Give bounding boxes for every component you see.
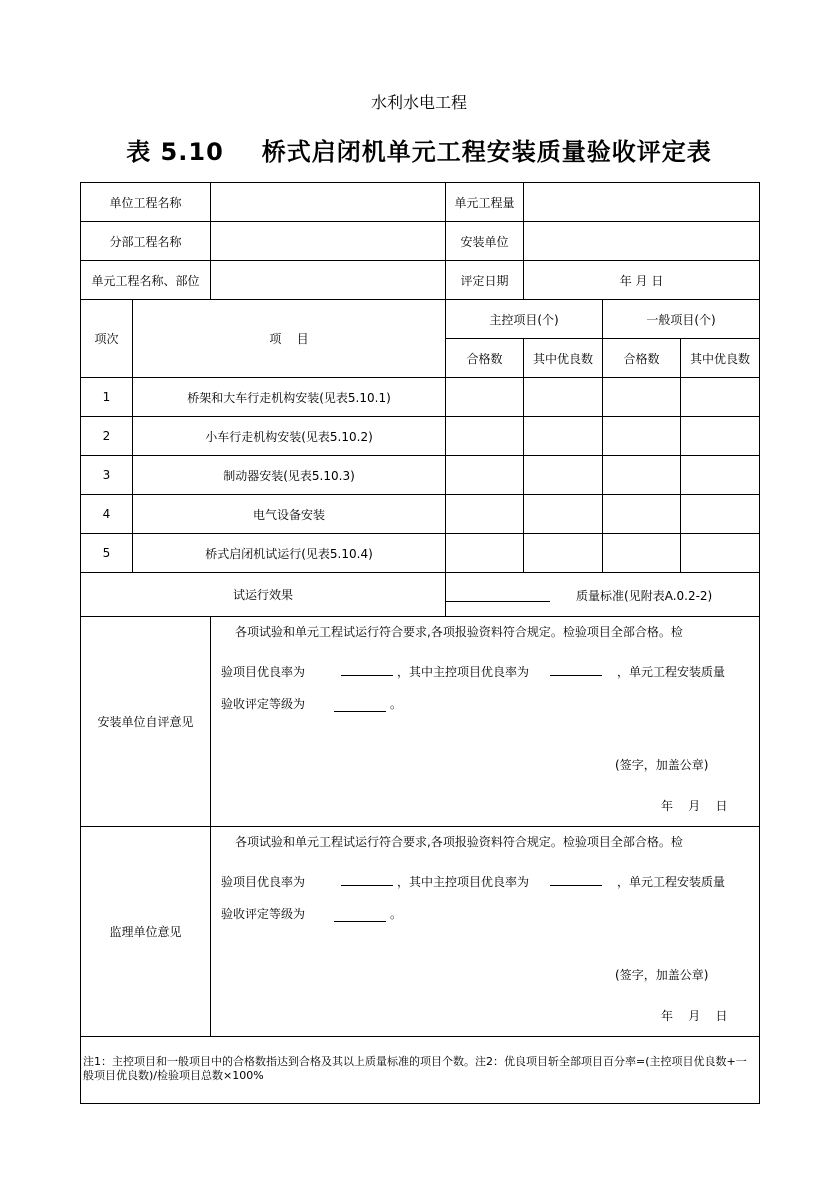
document-subtitle: 水利水电工程: [370, 93, 467, 112]
element-name-label: 单元工程名称、部位: [81, 261, 211, 300]
table-row: [81, 417, 760, 456]
sub-project-name-label: 分部工程名称: [81, 222, 211, 261]
table-row: [81, 456, 760, 495]
opinion-text: 验收评定等级为: [221, 697, 306, 711]
table-number: 表 5.10: [126, 138, 224, 166]
opinion-text: ，其中主控项目优良率为: [397, 665, 530, 679]
footnote: 注1：主控项目和一般项目中的合格数指达到合格及其以上质量标准的项目个数。注2：优良项目斩全部项目百分率=(主控项目优良数+一般项目优良数)/检验项目总数×100%: [81, 1037, 760, 1104]
evaluation-form-table: [80, 182, 760, 1104]
sign-date[interactable]: 年 月 日: [661, 799, 728, 813]
main-excellent-cell[interactable]: [524, 534, 603, 573]
signature-note: (签字，加盖公章): [615, 968, 709, 982]
main-excellent-rate-blank[interactable]: [550, 663, 602, 676]
table-row: [81, 495, 760, 534]
main-qualified-cell[interactable]: [446, 417, 524, 456]
opinion-text: 。: [390, 907, 403, 921]
trial-run-result[interactable]: [446, 573, 760, 617]
supervisor-row: [81, 827, 760, 1037]
supervisor-opinion: [211, 827, 760, 1037]
item-name: 桥式启闭机试运行(见表5.10.4): [133, 534, 446, 573]
unit-quantity-label: 单元工程量: [446, 183, 524, 222]
item-seq: 3: [81, 456, 133, 495]
quality-standard-text: 质量标准(见附表A.0.2-2): [576, 589, 713, 603]
general-qualified-cell[interactable]: [603, 378, 681, 417]
opinion-line: 各项试验和单元工程试运行符合要求,各项报验资料符合规定。检验项目全部合格。检: [235, 625, 683, 639]
main-excellent-header: 其中优良数: [524, 339, 603, 378]
document-title: [0, 132, 838, 167]
opinion-text: 验项目优良率为: [221, 665, 306, 679]
general-excellent-cell[interactable]: [681, 378, 760, 417]
eval-date-field[interactable]: 年 月 日: [524, 261, 760, 300]
opinion-text: 验收评定等级为: [221, 907, 306, 921]
info-row-unit-project: [81, 183, 760, 222]
general-qualified-cell[interactable]: [603, 534, 681, 573]
main-qualified-cell[interactable]: [446, 456, 524, 495]
signature-note: (签字，加盖公章): [615, 758, 709, 772]
general-excellent-cell[interactable]: [681, 417, 760, 456]
unit-project-name-label: 单位工程名称: [81, 183, 211, 222]
opinion-text: ，单元工程安装质量: [617, 875, 726, 889]
main-control-header: 主控项目(个): [446, 300, 603, 339]
items-header-row-1: [81, 300, 760, 339]
trial-run-row: [81, 573, 760, 617]
trial-run-label: 试运行效果: [81, 573, 446, 617]
info-row-element: [81, 261, 760, 300]
table-row: [81, 378, 760, 417]
self-eval-label: 安装单位自评意见: [81, 617, 211, 827]
main-excellent-rate-blank[interactable]: [550, 873, 602, 886]
general-header: 一般项目(个): [603, 300, 760, 339]
general-qualified-cell[interactable]: [603, 417, 681, 456]
unit-project-name-field[interactable]: [211, 183, 446, 222]
general-qualified-cell[interactable]: [603, 495, 681, 534]
element-name-field[interactable]: [211, 261, 446, 300]
opinion-text: ，单元工程安装质量: [617, 665, 726, 679]
main-excellent-cell[interactable]: [524, 456, 603, 495]
opinion-text: 。: [390, 697, 403, 711]
self-eval-row: [81, 617, 760, 827]
item-seq: 5: [81, 534, 133, 573]
info-row-sub-project: [81, 222, 760, 261]
self-eval-opinion: [211, 617, 760, 827]
unit-quantity-field[interactable]: [524, 183, 760, 222]
item-name: 制动器安装(见表5.10.3): [133, 456, 446, 495]
seq-header: 项次: [81, 300, 133, 378]
opinion-line: 各项试验和单元工程试运行符合要求,各项报验资料符合规定。检验项目全部合格。检: [235, 835, 683, 849]
item-seq: 2: [81, 417, 133, 456]
supervisor-label: 监理单位意见: [81, 827, 211, 1037]
main-excellent-cell[interactable]: [524, 417, 603, 456]
excellent-rate-blank[interactable]: [341, 663, 393, 676]
table-row: [81, 534, 760, 573]
general-excellent-header: 其中优良数: [681, 339, 760, 378]
sub-project-name-field[interactable]: [211, 222, 446, 261]
footnote-row: [81, 1037, 760, 1104]
opinion-text: 验项目优良率为: [221, 875, 306, 889]
item-seq: 1: [81, 378, 133, 417]
main-qualified-header: 合格数: [446, 339, 524, 378]
opinion-text: ，其中主控项目优良率为: [397, 875, 530, 889]
main-qualified-cell[interactable]: [446, 495, 524, 534]
install-unit-label: 安装单位: [446, 222, 524, 261]
trial-result-blank[interactable]: [446, 601, 550, 602]
general-qualified-cell[interactable]: [603, 456, 681, 495]
table-title: 桥式启闭机单元工程安装质量验收评定表: [261, 138, 712, 166]
opinion-grade-line: [221, 695, 402, 712]
item-header: 项 目: [133, 300, 446, 378]
main-excellent-cell[interactable]: [524, 378, 603, 417]
sign-date[interactable]: 年 月 日: [661, 1009, 728, 1023]
eval-date-label: 评定日期: [446, 261, 524, 300]
grade-blank[interactable]: [334, 699, 386, 712]
general-excellent-cell[interactable]: [681, 534, 760, 573]
general-excellent-cell[interactable]: [681, 495, 760, 534]
grade-blank[interactable]: [334, 909, 386, 922]
item-name: 小车行走机构安装(见表5.10.2): [133, 417, 446, 456]
opinion-grade-line: [221, 905, 402, 922]
general-excellent-cell[interactable]: [681, 456, 760, 495]
general-qualified-header: 合格数: [603, 339, 681, 378]
install-unit-field[interactable]: [524, 222, 760, 261]
main-qualified-cell[interactable]: [446, 378, 524, 417]
item-name: 桥架和大车行走机构安装(见表5.10.1): [133, 378, 446, 417]
main-excellent-cell[interactable]: [524, 495, 603, 534]
item-seq: 4: [81, 495, 133, 534]
excellent-rate-blank[interactable]: [341, 873, 393, 886]
main-qualified-cell[interactable]: [446, 534, 524, 573]
item-name: 电气设备安装: [133, 495, 446, 534]
